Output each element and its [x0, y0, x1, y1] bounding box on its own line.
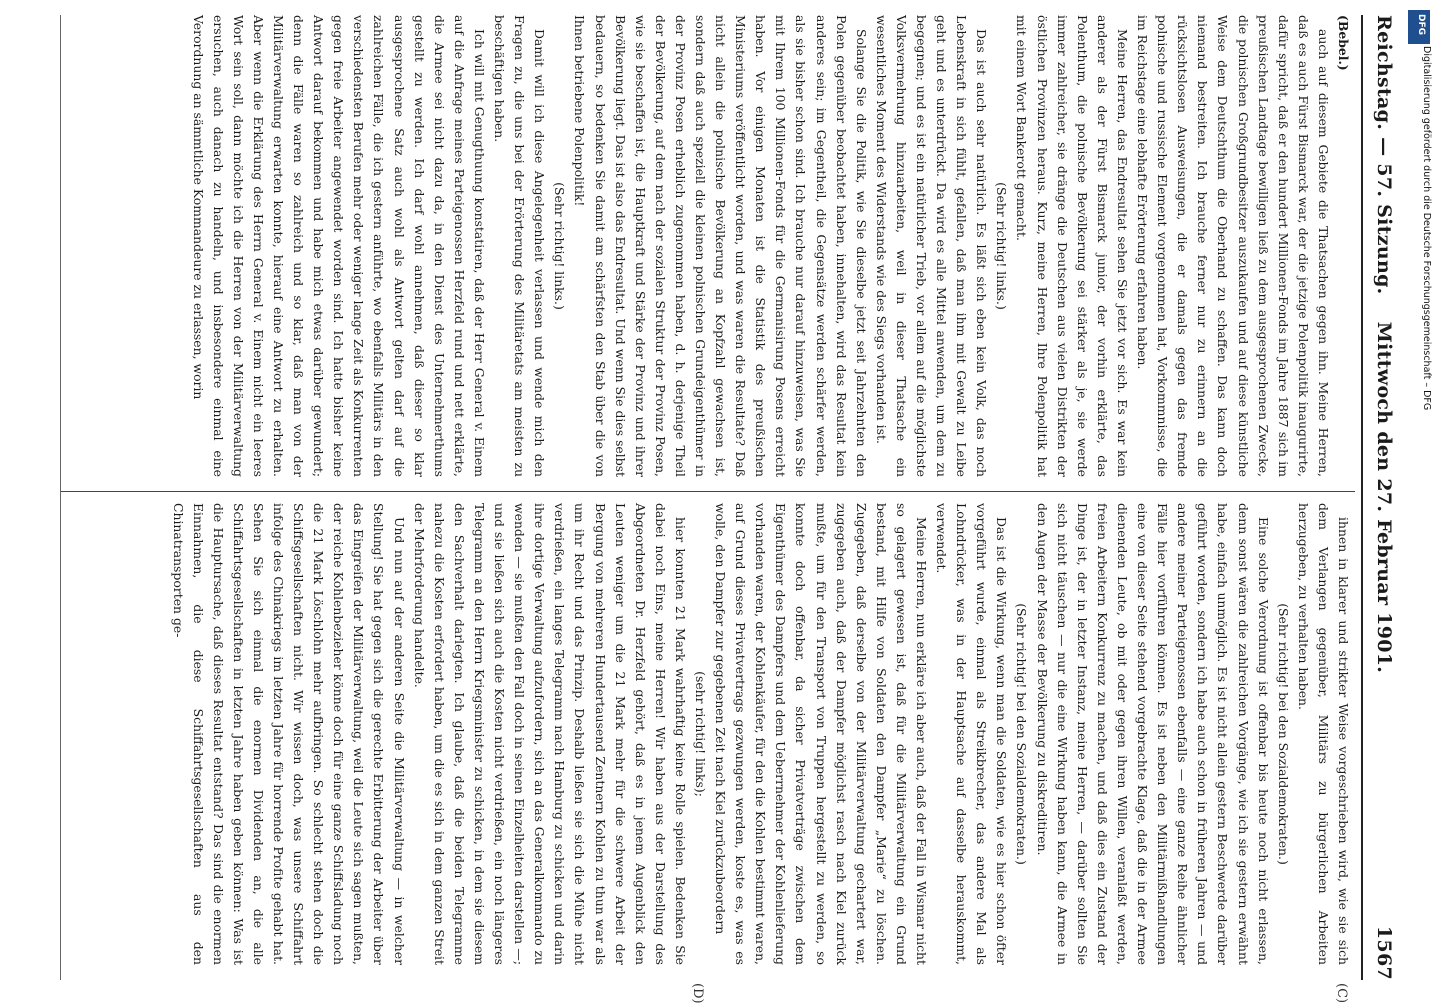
rotated-document-page: [55, 15, 1395, 1004]
right-interjection-2: (Sehr richtig! bei den Sozialdemokraten.): [1014, 603, 1030, 865]
credit-text: Digitalisierung gefördert durch die Deutsche Forschungsgemeinschaft – DFG: [1421, 46, 1432, 411]
column-divider: [60, 491, 1355, 492]
running-head-left: Reichstag. — 57. Sitzung.: [1373, 15, 1395, 295]
right-para-5: Und nun auf der anderen Seite die Militärverwaltung — in welcher Stellung! Sie hat gegen sich die gerechte Erbitterung der Arbeiter über das Eingreifen der Militärverwaltung, weil die Leute sich sagen mußten, der reiche Kohlenbezieher könne doch für eine ganze Schiffsladung noch die 21 Mark Löschlohn mehr aufbringen. So schlecht stehen doch die Schiffsgesellschaften nicht. Wir wissen doch, was unsere Schiffahrt infolge des Chinakriegs im letzten Jahre für horrende Profite gehabt hat. Sehen Sie sich einmal die enormen Dividenden an, die alle Schiffahrtsgesellschaften in letzten Jahre haben geben können: Was ist die Hauptursache, daß dieses Resultat entstand? Das sind die enormen Einnahmen, die diese Schiffahrtsgesellschaften aus den Chinatransporten ge-: [170, 503, 407, 965]
left-para-5: Damit will ich diese Angelegenheit verlassen und wende mich den Fragen zu, die uns bei der Erörterung des Militäretats am meisten zu beschäftigen haben.: [492, 15, 548, 477]
margin-mark-d: (D): [690, 983, 705, 1004]
left-para-1: auch auf diesem Gebiete die Thatsachen gegen ihn. Meine Herren, daß es auch Fürst Bismarck war, der die jetzige Polenpolitik inaugurirte, dafür spricht, daß er den hundert Millionen-Fonds im Jahre 1887 sich im preußischen Landtage bewilligen ließ zu dem ausgesprochenen Zwecke, die polnischen Großgrundbesitzer auszukaufen und auf diese künstliche Weise dem Deutschthum die Oberhand zu schaffen. Das kann doch niemand bestreiten. Ich brauche ferner nur zu erinnern an die rücksichtslosen Ausweisungen, die er damals gegen das fremde polnische und russische Element vorgenommen hat, Vorkommnisse, die im Reichstage eine lebhafte Erörterung erfahren haben.: [1135, 15, 1331, 477]
left-para-2: Meine Herren, das Endresultat sehen Sie jetzt vor sich. Es war kein anderer als der Fürst Bismarck junior, der vorhin erklärte, das Polenthum, die polnische Bevölkerung sei stärker als je, sie werde immer zahlreicher, sie dränge die Deutschen aus vielen Distrikten der östlichen Provinzen heraus. Kurz, meine Herren, Ihre Polenpolitik hat mit einem Wort Bankerott gemacht.: [1014, 15, 1130, 477]
left-interjection-2: (Sehr richtig! links.): [552, 182, 568, 310]
running-head-date: Mittwoch den 27. Februar 1901.: [1373, 321, 1395, 674]
dfg-logo: DFG: [1408, 10, 1430, 44]
right-para-0: ihnen in klarer und strikter Weise vorgeschrieben wird, wie sie sich dem Verlangen gegenüber, Militärs zu bürgerlichen Arbeiten herzugeben, zu verhalten haben.: [1295, 503, 1351, 965]
left-para-4: Solange Sie die Politik, wie Sie dieselbe jetzt seit Jahrzehnten den Polen gegenüber beobachtet haben, innehalten, wird das Resultat kein anderes sein; im Gegentheil, die Gegensätze werden schärfer werden, als sie bisher schon sind. Ich brauche nur darauf hinzuweisen, was Sie mit Ihrem 100 Millionen-Fonds für die Germanisirung Posens erreicht haben. Vor einigen Monaten ist die Statistik des preußischen Ministeriums veröffentlicht worden, und was waren die Resultate? Daß nicht allein die polnische Bevölkerung an Kopfzahl gewachsen ist, sondern daß auch speziell die kleinen polnischen Grundeigenthümer in der Provinz Posen erheblich zugenommen haben, d. h. derjenige Theil der Bevölkerung, auf dem nach der sozialen Struktur der Provinz Posen, wie sie beschaffen ist, die Hauptkraft und Stärke der Provinz und ihrer Bevölkerung liegt. Das ist also das Endresultat. Und wenn Sie dies selbst bedauern, so bedenken Sie damit am schärfsten den Stab über die von Ihnen betriebene Polenpolitik!: [572, 15, 869, 477]
right-interjection-1: (Sehr richtig! bei den Sozialdemokraten.): [1275, 603, 1291, 865]
right-para-2: Das ist die Wirkung, wenn man die Soldaten, wie es hier schon öfter vorgeführt wurde, einmal als Streikbrecher, das andere Mal als Lohndrücker, was in der Hauptsache auf dasselbe herauskommt, verwendet.: [934, 503, 1010, 965]
left-para-3: Das ist auch sehr natürlich. Es läßt sich eben kein Volk, das noch Lebenskraft in sich fühlt, gefallen, daß man ihm mit Gewalt zu Leibe geht und es unterdrückt. Da wird es alle Mittel anwenden, um dem zu begegnen; und es ist ein natürlicher Trieb, vor allem auf die möglichste Volksvermehrung hinzuarbeiten, weil in dieser Thatsache ein wesentliches Moment des Widerstands wie des Siegs vorhanden ist.: [873, 15, 990, 477]
page-bottom-rule: [54, 15, 61, 980]
text-column-right: [63, 503, 1353, 965]
running-head: [1367, 15, 1395, 980]
margin-mark-b: [690, 0, 705, 1]
text-column-left: [63, 15, 1353, 477]
right-interjection-3: (sehr richtig! links);: [693, 671, 708, 797]
page-number: 1567: [1373, 925, 1395, 980]
digitization-credit: [1405, 6, 1435, 994]
right-para-1: Eine solche Verordnung ist offenbar bis heute noch nicht erlassen, denn sonst wären die zahlreichen Vorgänge, wie ich sie gestern erwähnt habe, einfach unmöglich. Es ist nicht allein gestern Beschwerde darüber geführt worden, sondern ich habe auch schon in früheren Jahren — und andere meiner Parteigenossen ebenfalls — eine ganze Reihe ähnlicher Fälle hier vorführen können. Es ist neben den Militärmißhandlungen eine von dieser Seite stehend vorgebrachte Klage, daß die in der Armee dienenden Leute, ob mit oder gegen ihren Willen, veranlaßt werden, freien Arbeitern Konkurrenz zu machen, und daß dies ein Zustand der Dinge ist, der in letzter Instanz, meine Herren, — darüber sollten Sie sich nicht täuschen — nur die eine Wirkung haben kann, die Armee in den Augen der Masse der Bevölkerung zu diskreditiren.: [1034, 503, 1271, 965]
header-rule: [1361, 15, 1363, 980]
margin-mark-a: [1334, 0, 1349, 1]
margin-mark-c: (C): [1334, 983, 1349, 1004]
left-para-6: Ich will mit Genugthuung konstatiren, daß der Herr General v. Einem auf die Anfrage meines Parteigenossen Herzfeld rund und nett erklärte, die Armee sei nicht dazu da, in den Dienst des Unternehmerthums gestellt zu werden. Ich darf wohl annehmen, daß dieser so klar ausgesprochene Satz auch wohl als Antwort gelten darf auf die zahlreichen Fälle, die ich gestern anführte, wo ebenfalls Militärs in den verschiedensten Berufen mehr oder weniger lange Zeit als Konkurrenten gegen freie Arbeiter angewendet worden sind. Ich hatte bisher keine Antwort darauf bekommen und habe mich etwas darüber gewundert; denn die Fälle waren so zahlreich und so klar, daß man von der Militärverwaltung erwarten konnte, hierauf eine Antwort zu erhalten. Aber wenn die Erklärung des Herrn General v. Einem nicht ein leeres Wort sein soll, dann möchte ich die Herren von der Militärverwaltung ersuchen, auch danach zu handeln, und insbesondere einmal eine Verordnung an sämmtliche Kommandeure zu erlassen, worin: [190, 15, 487, 477]
right-para-3: Meine Herren, nun erkläre ich aber auch, daß der Fall in Wismar nicht so gelagert gewesen ist, daß für die Militärverwaltung ein Grund bestand, mit Hilfe von Soldaten den Dampfer „Marie“ zu löschen. Zugegeben, daß derselbe von der Militärverwaltung gechartert war, zugegeben auch, daß der Dampfer möglichst rasch nach Kiel zurück mußte, um für den Transport von Truppen hergestellt zu werden, so konnte doch offenbar, da sicher Privatverträge zwischen dem Eigenthümer des Dampfers und dem Ueberrnehmer der Kohlenlieferung vorhanden waren, der Kohlenkäufer, für den die Kohlen bestimmt waren, auf Grund dieses Privatvertrags gezwungen werden, koste es, was es wolle, den Dampfer zur gegebenen Zeit nach Kiel zurückzubeordern: [713, 503, 930, 965]
left-para-0: (Bebel.): [1336, 15, 1351, 71]
left-interjection-1: (Sehr richtig! links.): [994, 182, 1010, 310]
right-para-4: hier konnten 21 Mark wahrhaftig keine Rolle spielen. Bedenken Sie dabei noch Eins, meine Herren! Wir haben aus der Darstellung des Abgeordneten Dr. Herzfeld gehört, daß es in jenem Augenblick den Leuten weniger um die 21 Mark mehr für die schwere Arbeit der Bergung von mehreren Hundertausend Zentnern Kohlen zu thun war als um ihr Recht und das Prinzip. Deshalb ließen sie sich die Mühe nicht verdrießen, ein langes Telegramm nach Hamburg zu schicken und darin ihre dortige Verwaltung aufzufordern, sich an das Generalkommando zu wenden — sie mußten den Fall doch in seinen Einzelheiten darstellen —; und sie ließen sich auch die Kosten nicht verdrießen, ein noch längeres Telegramm an den Herrn Kriegsminister zu schicken, in dem sie diesem den Sachverhalt darlegten. Ich glaube, daß die beiden Telegramme nahezu die Kosten erfordert haben, um die es sich in dem ganzen Streit der Mehrforderung handelte.: [411, 503, 688, 965]
